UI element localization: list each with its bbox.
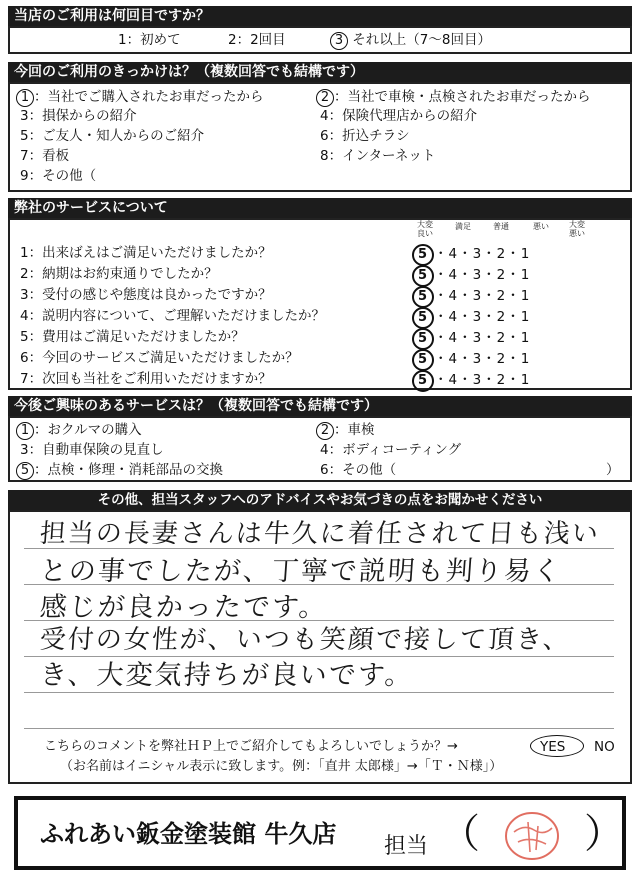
trigger-item-1-label: 当社でご購入されたお車だったから	[47, 89, 264, 105]
visit-option-2[interactable]: 2：2回目	[228, 32, 286, 48]
yes-option[interactable]: YES	[540, 739, 566, 755]
staff-label: 担当	[384, 834, 429, 859]
trigger-item-2-circle: 2	[316, 89, 334, 107]
scale-label-5: 大変良い	[417, 220, 433, 238]
trigger-item-8-num: 8	[320, 148, 329, 164]
section1-title: 当店のご利用は何回目ですか？	[14, 8, 210, 24]
trigger-item-3-label: 損保からの紹介	[42, 108, 137, 124]
comment-rule-6	[24, 728, 614, 729]
question-1: 1：出来ばえはご満足いただけましたか？	[20, 245, 272, 261]
section4-header	[8, 396, 632, 416]
trigger-item-8[interactable]: 8：インターネット	[320, 148, 436, 164]
trigger-item-5-num: 5	[20, 128, 29, 144]
section2-title: 今回のご利用のきっかけは？（複数回答でも結構です）	[14, 64, 364, 80]
comment-line-4: 受付の女性が、いつも笑顔で接して頂き、	[38, 625, 572, 655]
comment-line-3: 感じが良かったです。	[38, 592, 329, 623]
initials-note: （お名前はイニシャル表示に致します。例：「直井 太郎様」→「Ｔ・Ｎ様」）	[60, 759, 503, 774]
trigger-item-9[interactable]: 9：その他（	[20, 168, 97, 184]
rating-2-circle: 5	[412, 265, 434, 287]
staff-paren-close: ）	[584, 811, 624, 857]
section5-title: その他、担当スタッフへのアドバイスやお気づきの点をお聞かせください	[97, 492, 543, 508]
rating-4-circle: 5	[412, 307, 434, 329]
interest-item-1-label: おクルマの購入	[47, 422, 142, 438]
rating-2-scale: ・4・3・2・1	[434, 267, 531, 283]
rating-1-circle: 5	[412, 244, 434, 266]
trigger-item-7-num: 7	[20, 148, 29, 164]
comment-rule-5	[24, 692, 614, 693]
section3-title: 弊社のサービスについて	[14, 200, 168, 216]
interest-item-3-num: 3	[20, 442, 29, 458]
section2-header	[8, 62, 632, 82]
interest-item-3-label: 自動車保険の見直し	[42, 442, 164, 458]
interest-item-5-label: 点検・修理・消耗部品の交換	[47, 462, 223, 478]
interest-item-6-num: 6	[320, 462, 329, 478]
question-6: 6：今回のサービスご満足いただけましたか？	[20, 350, 299, 366]
rating-1-scale: ・4・3・2・1	[434, 246, 531, 262]
staff-seal-stamp	[500, 810, 564, 862]
trigger-item-2[interactable]: 2 ：当社で車検・点検されたお車だったから	[316, 88, 591, 107]
section1-header	[8, 6, 632, 26]
trigger-item-4-num: 4	[320, 108, 329, 124]
trigger-item-6-label: 折込チラシ	[342, 128, 410, 144]
rating-5-circle: 5	[412, 328, 434, 350]
rating-3-circle: 5	[412, 286, 434, 308]
trigger-item-6-num: 6	[320, 128, 329, 144]
question-2: 2：納期はお約束通りでしたか？	[20, 266, 218, 282]
rating-7-scale: ・4・3・2・1	[434, 372, 531, 388]
trigger-item-3[interactable]: 3：損保からの紹介	[20, 108, 137, 124]
interest-item-5[interactable]: 5 ：点検・修理・消耗部品の交換	[16, 461, 223, 480]
interest-item-1-circle: 1	[16, 422, 34, 440]
staff-paren-open: （	[440, 811, 480, 857]
interest-item-6[interactable]: 6：その他（	[320, 462, 397, 478]
trigger-item-8-label: インターネット	[342, 148, 436, 164]
visit-option-3-label: それ以上（7〜8回目）	[352, 32, 491, 48]
interest-item-4[interactable]: 4：ボディコーティング	[320, 442, 462, 458]
rating-6-scale: ・4・3・2・1	[434, 351, 531, 367]
trigger-item-7-label: 看板	[42, 148, 70, 164]
trigger-item-7[interactable]: 7：看板	[20, 148, 70, 164]
trigger-item-2-label: 当社で車検・点検されたお車だったから	[347, 89, 591, 105]
trigger-item-4-label: 保険代理店からの紹介	[342, 108, 478, 124]
interest-item-6-label: その他（	[342, 462, 397, 478]
section4-title: 今後ご興味のあるサービスは？（複数回答でも結構です）	[14, 398, 378, 414]
visit-option-3[interactable]	[330, 31, 491, 50]
section5-header	[8, 490, 632, 510]
interest-close-paren: ）	[606, 462, 620, 478]
trigger-item-1[interactable]: 1 ：当社でご購入されたお車だったから	[16, 88, 264, 107]
interest-item-1[interactable]: 1 ：おクルマの購入	[16, 421, 142, 440]
interest-item-4-num: 4	[320, 442, 329, 458]
comment-line-1: 担当の長妻さんは牛久に着任されて日も浅い	[38, 519, 601, 549]
scale-label-4: 満足	[455, 222, 471, 231]
trigger-item-3-num: 3	[20, 108, 29, 124]
no-option[interactable]: NO	[594, 739, 615, 755]
rating-7[interactable]	[412, 368, 530, 392]
rating-4-scale: ・4・3・2・1	[434, 309, 531, 325]
comment-line-2: との事でしたが、丁寧で説明も判り易く	[38, 556, 563, 587]
interest-item-3[interactable]: 3：自動車保険の見直し	[20, 442, 164, 458]
question-3: 3：受付の感じや態度は良かったですか？	[20, 287, 272, 303]
scale-label-2: 悪い	[533, 222, 549, 231]
trigger-item-9-label: その他（	[42, 168, 97, 184]
comment-line-5: き、大変気持ちが良いです。	[38, 660, 415, 691]
question-4: 4：説明内容について、ご理解いただけましたか？	[20, 308, 326, 324]
question-5: 5：費用はご満足いただけましたか？	[20, 329, 245, 345]
interest-item-2-label: 車検	[347, 422, 375, 438]
rating-5-scale: ・4・3・2・1	[434, 330, 531, 346]
rating-7-circle: 5	[412, 370, 434, 392]
visit-option-1[interactable]: 1：初めて	[118, 32, 181, 48]
trigger-item-9-num: 9	[20, 168, 29, 184]
trigger-item-6[interactable]: 6：折込チラシ	[320, 128, 410, 144]
section1-frame	[8, 26, 632, 54]
question-7: 7：次回も当社をご利用いただけますか？	[20, 371, 272, 387]
rating-3-scale: ・4・3・2・1	[434, 288, 531, 304]
trigger-item-4[interactable]: 4：保険代理店からの紹介	[320, 108, 478, 124]
permission-question: こちらのコメントを弊社ＨＰ上でご紹介してもよろしいでしょうか？→	[44, 739, 458, 754]
interest-item-2-circle: 2	[316, 422, 334, 440]
trigger-item-5[interactable]: 5：ご友人・知人からのご紹介	[20, 128, 205, 144]
trigger-item-5-label: ご友人・知人からのご紹介	[42, 128, 205, 144]
trigger-item-1-circle: 1	[16, 89, 34, 107]
rating-6-circle: 5	[412, 349, 434, 371]
section3-header	[8, 198, 632, 218]
interest-item-2[interactable]: 2 ：車検	[316, 421, 375, 440]
visit-option-3-circle: 3	[330, 32, 348, 50]
interest-item-4-label: ボディコーティング	[342, 442, 462, 458]
interest-item-5-circle: 5	[16, 462, 34, 480]
scale-label-1: 大変悪い	[569, 220, 585, 238]
scale-label-3: 普通	[493, 222, 509, 231]
shop-name: ふれあい鈑金塗装館 牛久店	[40, 820, 337, 848]
